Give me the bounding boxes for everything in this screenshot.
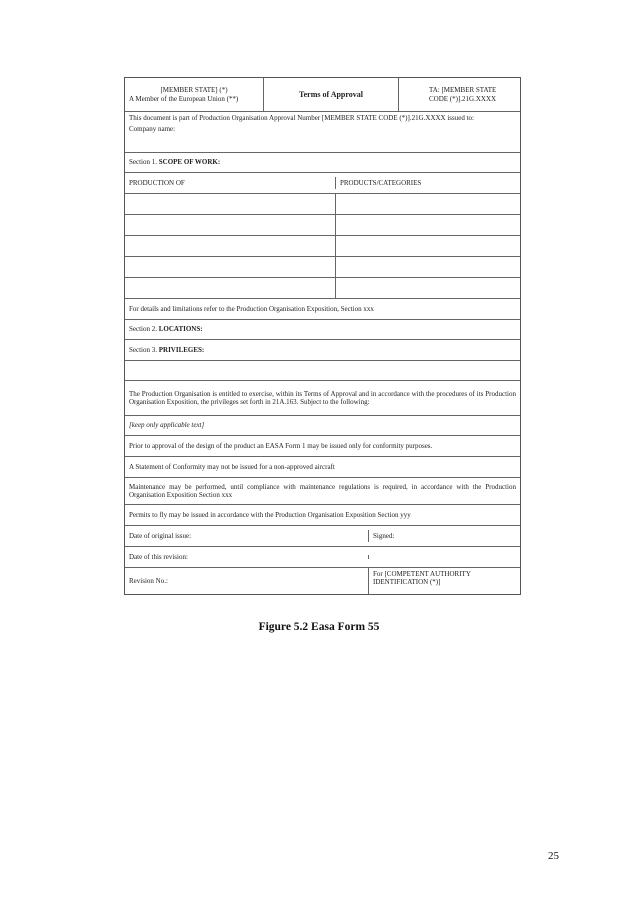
date-revision-label: Date of this revision: xyxy=(129,552,188,561)
prior-approval-row xyxy=(125,435,520,456)
ta-code-cell xyxy=(398,78,520,111)
page-number: 25 xyxy=(548,850,559,862)
ta-code-line-1: TA: [MEMBER STATE xyxy=(429,86,497,95)
scope-row xyxy=(125,193,520,214)
authority-cell xyxy=(368,568,520,594)
eu-member-label: A Member of the European Union (**) xyxy=(129,94,239,103)
intro-text: This document is part of Production Organisation Approval Number [MEMBER STATE CODE (*)].21G.XXXX issued to: xyxy=(129,114,474,122)
revision-date-row xyxy=(125,546,520,567)
section-3-title: PRIVILEGES: xyxy=(158,345,205,354)
company-name-label: Company name: xyxy=(129,125,176,134)
member-state-cell xyxy=(125,78,263,111)
privileges-row xyxy=(125,380,520,415)
maintenance-text: Maintenance may be performed, until compliance with maintenance regulations is required, in accordance with the Production Organisation Exposition Section xxx xyxy=(129,482,516,499)
permits-text: Permits to fly may be issued in accordance with the Production Organisation Exposition Section yyy xyxy=(129,510,411,519)
statement-text: A Statement of Conformity may not be issued for a non-approved aircraft xyxy=(129,462,335,471)
scope-row xyxy=(125,214,520,235)
blank-row xyxy=(125,360,520,380)
original-issue-row xyxy=(125,525,520,546)
scope-row xyxy=(125,235,520,256)
revision-no-row xyxy=(125,567,520,594)
figure-caption: Figure 5.2 Easa Form 55 xyxy=(258,621,380,633)
section-1-row xyxy=(125,152,520,172)
prior-approval-text: Prior to approval of the design of the product an EASA Form 1 may be issued only for conformity purposes. xyxy=(129,441,433,450)
date-original-label: Date of original issue: xyxy=(129,531,192,540)
section-3-prefix: Section 3. xyxy=(129,345,157,354)
form-header xyxy=(125,78,520,111)
revision-no-label: Revision No.: xyxy=(129,576,168,585)
scope-header-row xyxy=(125,172,520,193)
maintenance-row xyxy=(125,477,520,504)
authority-line-1: For [COMPETENT AUTHORITY xyxy=(373,570,471,578)
easa-form-55 xyxy=(124,77,521,595)
details-text: For details and limitations refer to the Production Organisation Exposition, Section xxx xyxy=(129,304,374,313)
section-1-prefix: Section 1. xyxy=(129,158,157,167)
section-2-prefix: Section 2. xyxy=(129,325,157,334)
section-2-title: LOCATIONS: xyxy=(158,325,203,334)
scope-row xyxy=(125,256,520,277)
section-2-row xyxy=(125,319,520,339)
keep-only-text: [keep only applicable text] xyxy=(129,421,205,430)
signed-label: Signed: xyxy=(368,530,520,542)
keep-only-row xyxy=(125,415,520,435)
section-1-title: SCOPE OF WORK: xyxy=(158,158,221,167)
intro-row xyxy=(125,111,520,152)
products-categories-header: PRODUCTS/CATEGORIES xyxy=(335,177,520,189)
permits-row xyxy=(125,504,520,525)
production-of-header: PRODUCTION OF xyxy=(129,178,185,187)
statement-row xyxy=(125,456,520,477)
privileges-text: The Production Organisation is entitled to exercise, within its Terms of Approval and in accordance with the procedures of its Production Organisation Exposition, the privileges set forth in 21A.163. Subject to the following: xyxy=(129,389,516,406)
form-title: Terms of Approval xyxy=(263,78,398,111)
section-3-row xyxy=(125,339,520,360)
ta-code-line-2: CODE (*)].21G.XXXX xyxy=(429,94,497,103)
authority-line-2: IDENTIFICATION (*)] xyxy=(373,578,441,587)
member-state-label: [MEMBER STATE] (*) xyxy=(160,86,228,95)
details-row xyxy=(125,298,520,319)
scope-row xyxy=(125,277,520,298)
